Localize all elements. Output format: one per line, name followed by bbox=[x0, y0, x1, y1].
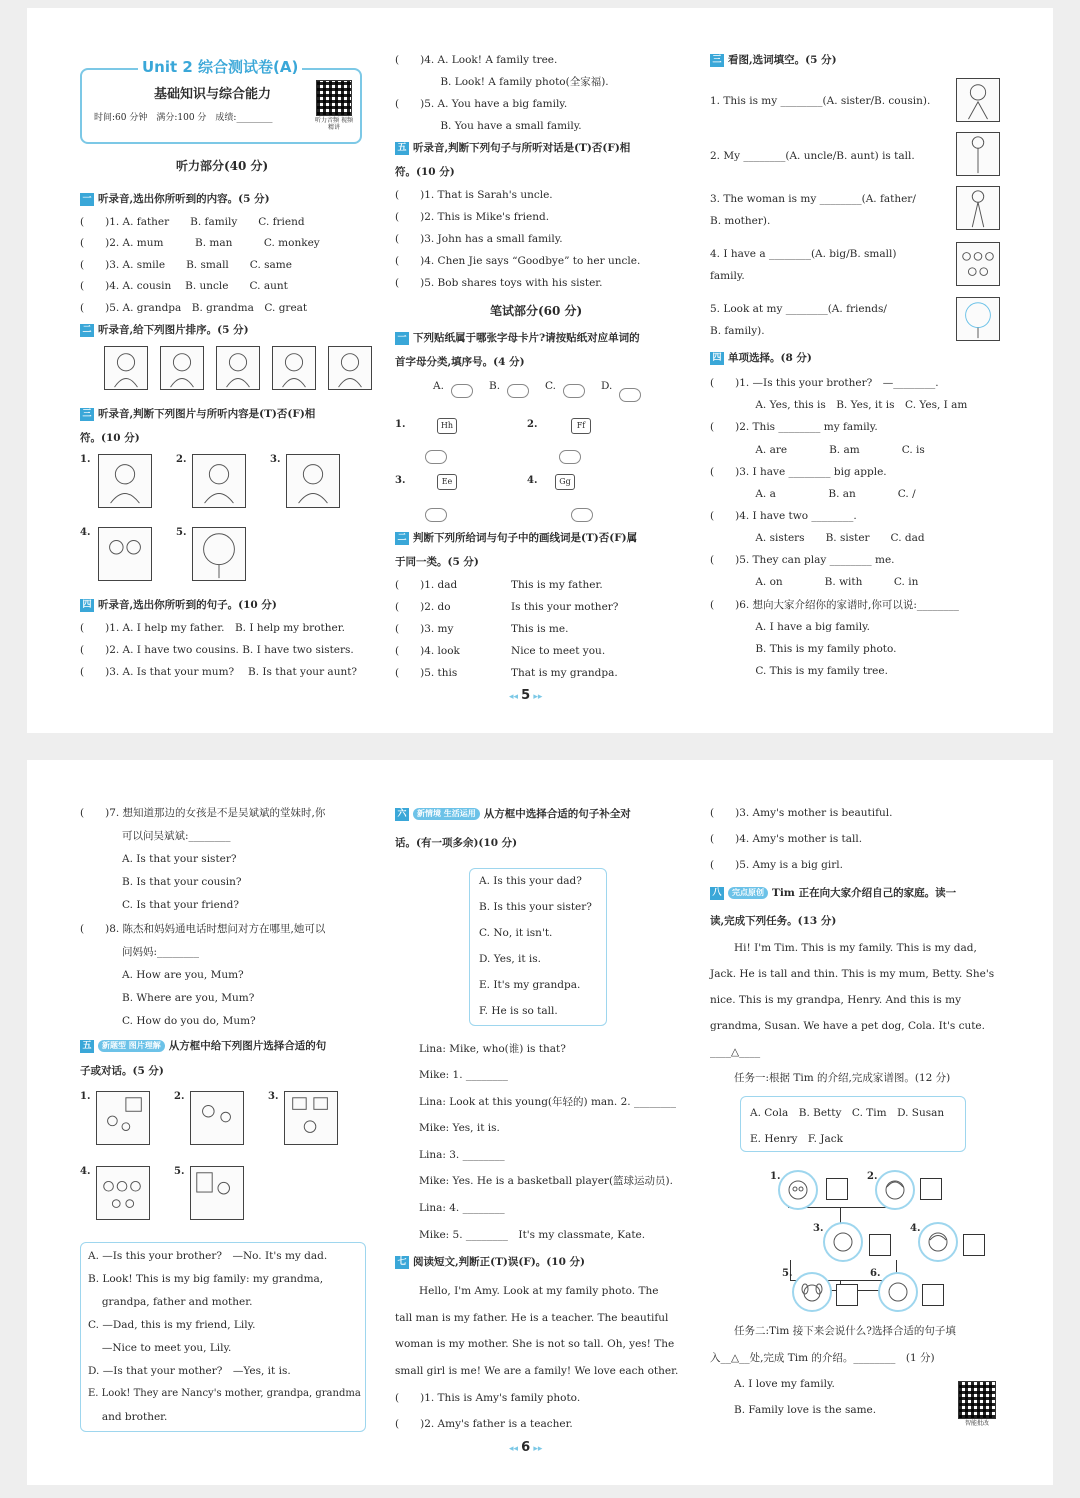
card-number: 4. bbox=[527, 475, 538, 486]
tree-number: 4. bbox=[910, 1223, 921, 1234]
option-line: C. —Dad, this is my friend, Lily. bbox=[88, 1319, 256, 1331]
grandma-avatar-icon bbox=[875, 1170, 915, 1210]
answer-cloud bbox=[571, 508, 593, 522]
answer-cloud bbox=[559, 450, 581, 464]
question-row: ( )2. This ________ my family. bbox=[710, 421, 878, 433]
section-1-title: 一 听录音,选出你所听到的内容。(5 分) bbox=[80, 192, 270, 206]
question-row: A. How are you, Mum? bbox=[80, 969, 244, 981]
family-scene-picture bbox=[96, 1091, 150, 1145]
big-family-picture bbox=[956, 242, 1000, 286]
passage-line: grandma, Susan. We have a pet dog, Cola. It's cute. bbox=[710, 1020, 985, 1032]
question-row: ( )1. This is Amy's family photo. bbox=[395, 1392, 581, 1404]
hand-sticker-icon bbox=[507, 384, 529, 398]
option-line: A. I love my family. bbox=[734, 1378, 835, 1390]
dad-friend-picture bbox=[190, 1091, 244, 1145]
question-row: ( )4. look Nice to meet you. bbox=[395, 645, 606, 657]
question-row: A. Is that your sister? bbox=[80, 853, 237, 865]
section-5-title: 五 听录音,判断下列句子与所听对话是(T)否(F)相 bbox=[395, 141, 630, 155]
dialog-line: Lina: Mike, who(谁) is that? bbox=[419, 1043, 566, 1055]
option-line: B. Family love is the same. bbox=[734, 1404, 877, 1416]
section-8-title: 八 完点原创 Tim 正在向大家介绍自己的家庭。读一 bbox=[710, 886, 956, 900]
question-row: B. This is my family photo. bbox=[710, 643, 897, 655]
passage-line: tall man is my father. He is a teacher. The beautiful bbox=[395, 1312, 669, 1324]
item-number: 1. bbox=[80, 454, 91, 465]
sticker-option: C. bbox=[545, 380, 556, 392]
qr-code-icon bbox=[958, 1381, 996, 1419]
question-row: A. I have a big family. bbox=[710, 621, 871, 633]
question-row: ( )4. Chen Jie says “Goodbye” to her uncle. bbox=[395, 255, 641, 267]
question-row: ( )1. dad This is my father. bbox=[395, 579, 603, 591]
card-number: 1. bbox=[395, 419, 406, 430]
question-row: A. Yes, this is B. Yes, it is C. Yes, I am bbox=[710, 399, 968, 411]
photo-wall-picture bbox=[284, 1091, 338, 1145]
option-line: A. Cola B. Betty C. Tim D. Susan bbox=[750, 1107, 945, 1119]
woman-picture bbox=[956, 186, 1000, 230]
question-row: 可以问吴斌斌:________ bbox=[80, 830, 231, 842]
grandpa-picture bbox=[272, 346, 316, 390]
subtitle: 基础知识与综合能力 bbox=[154, 87, 272, 102]
page-5 bbox=[27, 8, 1053, 733]
answer-cloud bbox=[425, 508, 447, 522]
tim-avatar-icon bbox=[878, 1272, 918, 1312]
page-number: ◂◂ 5 ▸▸ bbox=[509, 688, 543, 703]
question-row: ( )2. do Is this your mother? bbox=[395, 601, 619, 613]
option-line: A. Is this your dad? bbox=[479, 875, 582, 887]
question-row: B. Where are you, Mum? bbox=[80, 992, 255, 1004]
section-3-title: 三 听录音,判断下列图片与所听内容是(T)否(F)相 bbox=[80, 407, 315, 421]
question-row: ( )2. A. mum B. man C. monkey bbox=[80, 237, 320, 249]
girl-picture bbox=[104, 346, 148, 390]
option-line: F. He is so tall. bbox=[479, 1005, 558, 1017]
question-row: ( )3. my This is me. bbox=[395, 623, 569, 635]
card-number: 3. bbox=[395, 475, 406, 486]
sticker-option: D. bbox=[601, 380, 613, 392]
option-box bbox=[80, 1242, 366, 1432]
listening-title: 听力部分(40 分) bbox=[176, 159, 269, 173]
question-row: ( )1. A. father B. family C. friend bbox=[80, 216, 305, 228]
tree-number: 2. bbox=[867, 1171, 878, 1182]
answer-cloud bbox=[425, 450, 447, 464]
question-row: ( )3. A. smile B. small C. same bbox=[80, 259, 292, 271]
section-5-title-cont: 子或对话。(5 分) bbox=[80, 1065, 164, 1077]
cousin-picture bbox=[956, 78, 1000, 122]
item-number: 5. bbox=[174, 1166, 185, 1177]
option-line: —Nice to meet you, Lily. bbox=[88, 1342, 232, 1354]
option-line: D. Yes, it is. bbox=[479, 953, 542, 965]
item-number: 2. bbox=[176, 454, 187, 465]
option-line: A. —Is this your brother? —No. It's my dad. bbox=[88, 1250, 328, 1262]
question-row: ( )3. I have ________ big apple. bbox=[710, 466, 887, 478]
question-row: ( )3. John has a small family. bbox=[395, 233, 563, 245]
question-row: A. are B. am C. is bbox=[710, 444, 925, 456]
question-row: C. This is my family tree. bbox=[710, 665, 888, 677]
answer-box[interactable] bbox=[963, 1234, 985, 1256]
option-box bbox=[469, 868, 607, 1026]
tall-man-picture bbox=[956, 132, 1000, 176]
family-tree-picture bbox=[192, 527, 246, 581]
question-row: ( )5. A. grandpa B. grandma C. great bbox=[80, 302, 308, 314]
card-number: 2. bbox=[527, 419, 538, 430]
question-row: ( )2. Amy's father is a teacher. bbox=[395, 1418, 573, 1430]
question-row: ( )8. 陈杰和妈妈通电话时想问对方在哪里,她可以 bbox=[80, 923, 326, 935]
question-row: ( )5. A. You have a big family. bbox=[395, 98, 568, 110]
question-row: B. mother). bbox=[710, 215, 771, 227]
dialog-line: Lina: Look at this young(年轻的) man. 2. ________ bbox=[419, 1096, 676, 1108]
tree-number: 1. bbox=[770, 1171, 781, 1182]
mother-baby-picture bbox=[192, 454, 246, 508]
option-line: E. It's my grandpa. bbox=[479, 979, 581, 991]
dialog-line: Mike: Yes. He is a basketball player(篮球运动员). bbox=[419, 1175, 673, 1187]
answer-box[interactable] bbox=[869, 1234, 891, 1256]
passage-line: Jack. He is tall and thin. This is my mum, Betty. She's bbox=[710, 968, 995, 980]
question-row: A. on B. with C. in bbox=[710, 576, 919, 588]
item-number: 4. bbox=[80, 1166, 91, 1177]
passage-line: Hello, I'm Amy. Look at my family photo. The bbox=[419, 1285, 659, 1297]
unit-title: Unit 2 综合测试卷(A) bbox=[138, 57, 302, 77]
boy-picture bbox=[216, 346, 260, 390]
question-row: B. Is that your cousin? bbox=[80, 876, 242, 888]
task-1: 任务一:根据 Tim 的介绍,完成家谱图。(12 分) bbox=[734, 1072, 951, 1084]
dialog-line: Mike: Yes, it is. bbox=[419, 1122, 500, 1134]
question-row: ( )3. A. Is that your mum? B. Is that your aunt? bbox=[80, 666, 358, 678]
question-row: ( )2. This is Mike's friend. bbox=[395, 211, 550, 223]
sticker-option: A. bbox=[433, 380, 444, 392]
question-row: ( )4. Amy's mother is tall. bbox=[710, 833, 863, 845]
qr-label: 听力音频 视频精讲 bbox=[315, 117, 353, 131]
mother-picture bbox=[190, 1166, 244, 1220]
letter-card: Ff bbox=[571, 418, 591, 434]
qr-label: 智能批改 bbox=[964, 1420, 989, 1427]
letter-card: Gg bbox=[555, 474, 575, 490]
grandpa-avatar-icon bbox=[778, 1170, 818, 1210]
option-line: C. No, it isn't. bbox=[479, 927, 553, 939]
option-line: E. Henry F. Jack bbox=[750, 1133, 843, 1145]
section-6-title: 六 新情境 生活运用 从方框中选择合适的句子补全对 bbox=[395, 807, 631, 821]
section-5-title: 五 新题型 图片理解 从方框中给下列图片选择合适的句 bbox=[80, 1039, 326, 1053]
task-2: 任务二:Tim 接下来会说什么?选择合适的句子填 bbox=[734, 1325, 956, 1337]
qr-code-icon bbox=[316, 80, 352, 116]
section-3-title-cont: 符。(10 分) bbox=[80, 432, 140, 444]
grandma-picture bbox=[286, 454, 340, 508]
item-number: 3. bbox=[268, 1091, 279, 1102]
written-section-2-title: 二 判断下列所给词与句子中的画线词是(T)否(F)属 bbox=[395, 531, 637, 545]
question-row: ( )1. —Is this your brother? —________. bbox=[710, 377, 939, 389]
item-number: 2. bbox=[174, 1091, 185, 1102]
question-row: 2. My ________(A. uncle/B. aunt) is tall. bbox=[710, 150, 915, 162]
passage-line: Hi! I'm Tim. This is my family. This is my dad, bbox=[734, 942, 977, 954]
tree-number: 3. bbox=[813, 1223, 824, 1234]
question-row: ( )1. That is Sarah's uncle. bbox=[395, 189, 553, 201]
question-row: ( )4. A. cousin B. uncle C. aunt bbox=[80, 280, 288, 292]
section-7-title: 七 阅读短文,判断正(T)误(F)。(10 分) bbox=[395, 1255, 585, 1269]
question-row: 问妈妈:________ bbox=[80, 946, 200, 958]
question-row: ( )5. Amy is a big girl. bbox=[710, 859, 843, 871]
question-row: B. Look! A family photo(全家福). bbox=[395, 76, 609, 88]
question-row: B. family). bbox=[710, 325, 765, 337]
dialog-line: Lina: 4. ________ bbox=[419, 1202, 505, 1214]
passage-blank: ____△____ bbox=[710, 1046, 761, 1058]
woman-picture bbox=[328, 346, 372, 390]
dialog-line: Mike: 5. ________ It's my classmate, Kate. bbox=[419, 1229, 646, 1241]
baby-picture bbox=[98, 454, 152, 508]
question-row: family. bbox=[710, 270, 745, 282]
section-8-title-cont: 读,完成下列任务。(13 分) bbox=[710, 915, 837, 927]
section-2-title: 二 听录音,给下列图片排序。(5 分) bbox=[80, 323, 249, 337]
question-row: 5. Look at my ________(A. friends/ bbox=[710, 303, 887, 315]
option-line: D. —Is that your mother? —Yes, it is. bbox=[88, 1365, 291, 1377]
dialog-line: Mike: 1. ________ bbox=[419, 1069, 508, 1081]
animal-sticker-icon bbox=[451, 384, 473, 398]
option-line: B. Look! This is my big family: my grandma, bbox=[88, 1273, 324, 1285]
question-row: ( )4. I have two ________. bbox=[710, 510, 857, 522]
question-row: B. You have a small family. bbox=[395, 120, 582, 132]
letter-card: Hh bbox=[437, 418, 457, 434]
item-number: 1. bbox=[80, 1091, 91, 1102]
question-row: ( )5. They can play ________ me. bbox=[710, 554, 895, 566]
passage-line: small girl is me! We are a family! We love each other. bbox=[395, 1365, 679, 1377]
letter-card: Ee bbox=[437, 474, 457, 490]
passage-line: nice. This is my grandpa, Henry. And this is my bbox=[710, 994, 962, 1006]
answer-box[interactable] bbox=[920, 1178, 942, 1200]
test-meta: 时间:60 分钟 满分:100 分 成绩:________ bbox=[94, 113, 273, 123]
question-row: 1. This is my ________(A. sister/B. cousin). bbox=[710, 95, 931, 107]
answer-box[interactable] bbox=[826, 1178, 848, 1200]
question-row: C. Is that your friend? bbox=[80, 899, 239, 911]
mother-picture bbox=[160, 346, 204, 390]
written-title: 笔试部分(60 分) bbox=[490, 304, 583, 318]
task-2-cont: 入__△__处,完成 Tim 的介绍。________ (1 分) bbox=[710, 1352, 935, 1364]
answer-box[interactable] bbox=[836, 1284, 858, 1306]
answer-box[interactable] bbox=[922, 1284, 944, 1306]
passage-line: woman is my mother. She is not so tall. Oh, yes! The bbox=[395, 1338, 675, 1350]
page-6 bbox=[27, 760, 1053, 1485]
children-picture bbox=[98, 527, 152, 581]
written-section-2-title-cont: 于同一类。(5 分) bbox=[395, 556, 479, 568]
question-row: ( )6. 想向大家介绍你的家谱时,你可以说:________ bbox=[710, 599, 959, 611]
section-4-title: 四 听录音,选出你所听到的句子。(10 分) bbox=[80, 598, 277, 612]
option-line: grandpa, father and mother. bbox=[88, 1296, 253, 1308]
item-number: 3. bbox=[270, 454, 281, 465]
question-row: ( )1. A. I help my father. B. I help my brother. bbox=[80, 622, 345, 634]
question-row: A. sisters B. sister C. dad bbox=[710, 532, 925, 544]
mum-avatar-icon bbox=[918, 1222, 958, 1262]
item-number: 5. bbox=[176, 527, 187, 538]
page-number: ◂◂ 6 ▸▸ bbox=[509, 1440, 543, 1455]
tree-number: 5. bbox=[782, 1268, 793, 1279]
written-section-4-title: 四 单项选择。(8 分) bbox=[710, 351, 812, 365]
option-line: B. Is this your sister? bbox=[479, 901, 592, 913]
question-row: C. How do you do, Mum? bbox=[80, 1015, 256, 1027]
dialog-line: Lina: 3. ________ bbox=[419, 1149, 505, 1161]
family-tree-picture bbox=[956, 297, 1000, 341]
written-section-3-title: 三 看图,选词填空。(5 分) bbox=[710, 53, 837, 67]
dog-avatar-icon bbox=[792, 1272, 832, 1312]
question-row: 3. The woman is my ________(A. father/ bbox=[710, 193, 916, 205]
big-family-picture bbox=[96, 1166, 150, 1220]
option-line: E. Look! They are Nancy's mother, grandpa, grandma bbox=[88, 1388, 361, 1399]
question-row: ( )4. A. Look! A family tree. bbox=[395, 54, 558, 66]
sticker-option: B. bbox=[489, 380, 501, 392]
section-5-title-cont: 符。(10 分) bbox=[395, 166, 455, 178]
question-row: ( )5. Bob shares toys with his sister. bbox=[395, 277, 603, 289]
fish-sticker-icon bbox=[619, 388, 641, 402]
question-row: 4. I have a ________(A. big/B. small) bbox=[710, 248, 897, 260]
girl-sticker-icon bbox=[563, 384, 585, 398]
question-row: ( )3. Amy's mother is beautiful. bbox=[710, 807, 893, 819]
question-row: ( )5. this That is my grandpa. bbox=[395, 667, 618, 679]
tree-number: 6. bbox=[870, 1268, 881, 1279]
written-section-1-title: 一 下列贴纸属于哪张字母卡片?请按贴纸对应单词的 bbox=[395, 331, 640, 345]
question-row: A. a B. an C. / bbox=[710, 488, 916, 500]
question-row: ( )2. A. I have two cousins. B. I have two sisters. bbox=[80, 644, 354, 656]
dad-avatar-icon bbox=[823, 1222, 863, 1262]
section-6-title-cont: 话。(有一项多余)(10 分) bbox=[395, 837, 518, 849]
question-row: ( )7. 想知道那边的女孩是不是吴斌斌的堂妹时,你 bbox=[80, 807, 326, 819]
written-section-1-title-cont: 首字母分类,填序号。(4 分) bbox=[395, 356, 525, 368]
option-line: and brother. bbox=[88, 1411, 168, 1423]
item-number: 4. bbox=[80, 527, 91, 538]
